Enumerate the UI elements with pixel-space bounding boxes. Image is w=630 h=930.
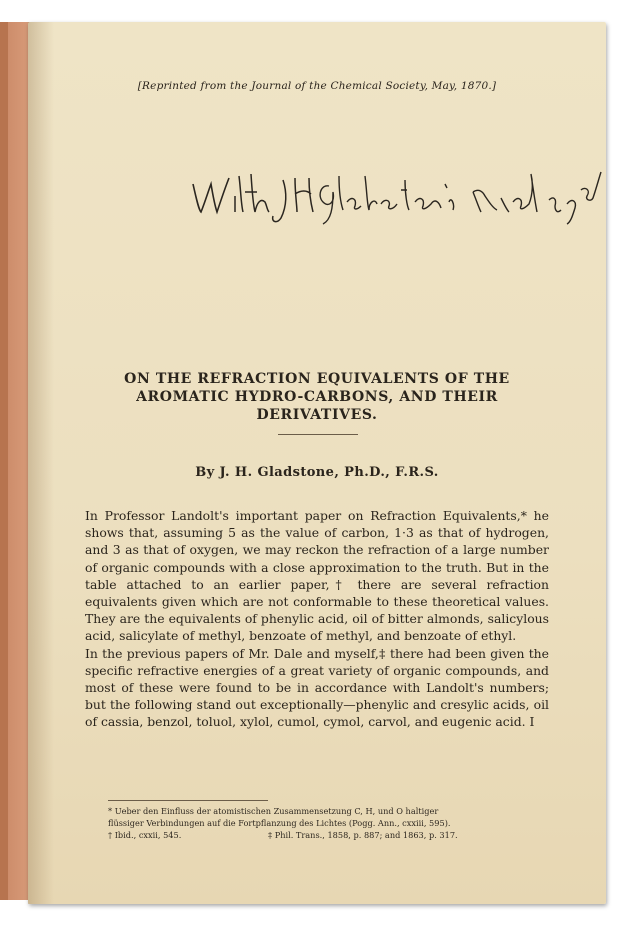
author-byline: By J. H. Gladstone, Ph.D., F.R.S. — [195, 465, 439, 480]
page-fold-shadow — [28, 22, 54, 904]
paragraph-2: In the previous papers of Mr. Dale and myself,‡ there had been given the specific refractive energies of a great variety of organic compounds, and most of these were found to be in accordance with Landolt's numbers; but the following stand out exceptionally—phenylic and cresylic acids, oil of cassia, benzol, toluol, xylol, cumol, cymol, carvol, and eugenic acid. I — [85, 645, 549, 730]
footnote-1-line-1: * Ueber den Einfluss der atomistischen Zusammensetzung C, H, und O haltiger — [108, 806, 439, 816]
footnote-2: † Ibid., cxxii, 545. — [108, 830, 182, 840]
footnote-1-line-2: flüssiger Verbindungen auf die Fortpflanzung des Lichtes (Pogg. Ann., cxxiii, 595). — [108, 818, 451, 828]
document-page — [28, 22, 606, 904]
paragraph-1: In Professor Landolt's important paper on Refraction Equivalents,* he shows that, assuming 5 as the value of carbon, 1·3 as that of hydrogen, and 3 as that of oxygen, we may reckon the refraction of a large number of organic compounds with a close approximation to the truth. But in the table attached to an earlier paper,† there are several refraction equivalents given which are not conformable to these theoretical values. They are the equivalents of phenylic acid, oil of bitter almonds, salicylous acid, salicylate of methyl, benzoate of methyl, and benzoate of ethyl. — [85, 508, 549, 644]
title-line-3: DERIVATIVES. — [256, 407, 378, 423]
footnote-divider — [108, 800, 268, 801]
title-line-2: AROMATIC HYDRO-CARBONS, AND THEIR — [136, 389, 498, 405]
article-title — [88, 370, 546, 424]
handwritten-inscription — [183, 162, 603, 232]
title-line-1: ON THE REFRACTION EQUIVALENTS OF THE — [124, 371, 510, 387]
footnote-row — [108, 829, 558, 841]
article-body — [85, 507, 549, 731]
cover-spine — [0, 22, 8, 900]
title-divider — [278, 434, 358, 435]
footnote-3: ‡ Phil. Trans., 1858, p. 887; and 1863, p. 317. — [268, 830, 458, 840]
reprint-note: [Reprinted from the Journal of the Chemical Society, May, 1870.] — [137, 80, 497, 92]
footnotes — [108, 805, 558, 841]
